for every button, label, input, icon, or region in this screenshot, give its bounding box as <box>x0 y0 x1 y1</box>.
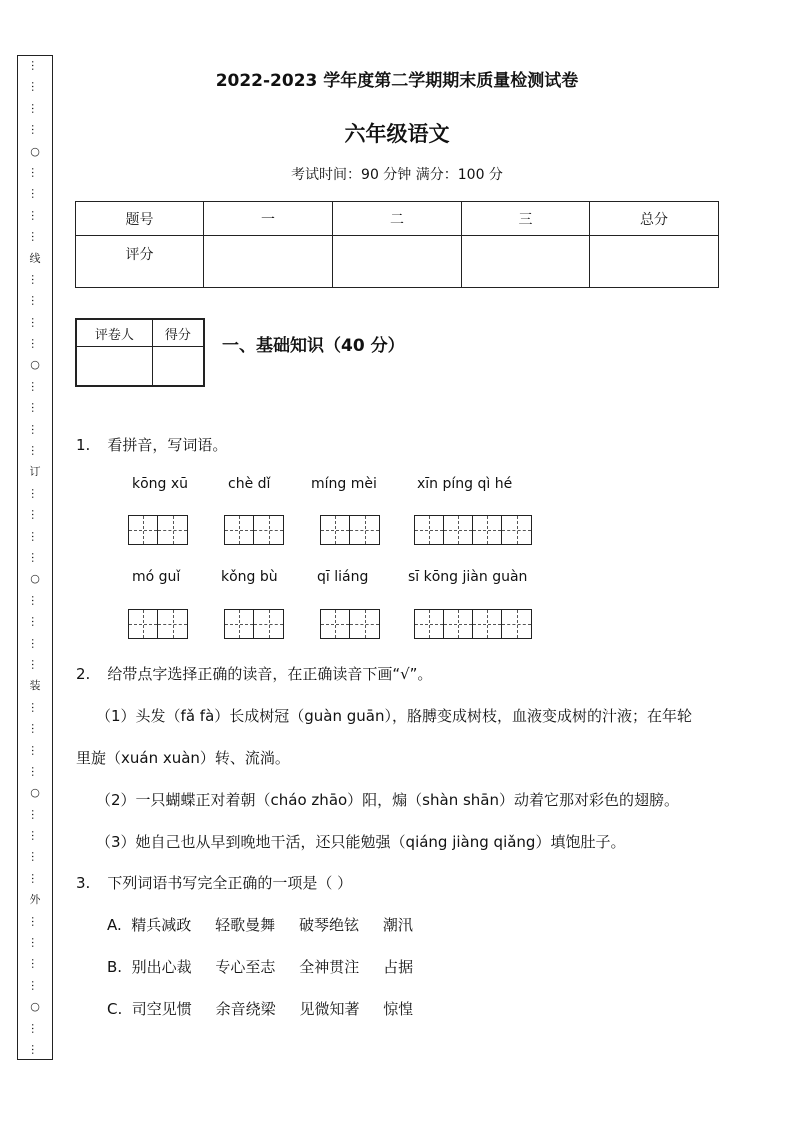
binding-dots: … <box>28 551 42 563</box>
score-header-cell: 一 <box>204 202 333 236</box>
writing-grid[interactable] <box>224 515 284 545</box>
binding-dots: … <box>28 872 42 884</box>
binding-dots: … <box>28 658 42 670</box>
binding-dots: … <box>28 765 42 777</box>
score-header-cell: 总分 <box>589 202 718 236</box>
binding-dots: … <box>28 273 42 285</box>
binding-dots: … <box>28 380 42 392</box>
binding-hole-mark: ○ <box>30 358 40 372</box>
score-header-cell: 题号 <box>76 202 204 236</box>
binding-dots: … <box>28 701 42 713</box>
pinyin-label: kǒng bù <box>221 569 278 585</box>
score-input-cell[interactable] <box>461 236 589 288</box>
binding-dots: … <box>28 445 42 457</box>
binding-dots: … <box>28 1022 42 1034</box>
score-input-cell[interactable] <box>589 236 718 288</box>
question-2 <box>76 663 432 684</box>
binding-dots: … <box>28 81 42 93</box>
score-table-header-row <box>76 202 719 236</box>
question-text: 下列词语书写完全正确的一项是（ ） <box>107 874 353 892</box>
binding-dots: … <box>28 530 42 542</box>
binding-dots: … <box>28 102 42 114</box>
binding-hole-mark: ○ <box>30 786 40 800</box>
binding-dots: … <box>28 295 42 307</box>
grader-input-cell[interactable] <box>76 347 152 387</box>
binding-dots: … <box>28 958 42 970</box>
pinyin-label: sī kōng jiàn guàn <box>408 569 528 585</box>
writing-grid[interactable] <box>414 515 532 545</box>
binding-dots: … <box>28 1043 42 1055</box>
binding-dots: … <box>28 402 42 414</box>
binding-dots: … <box>28 60 42 71</box>
pinyin-label: kōng xū <box>132 476 189 492</box>
grader-label: 评卷人 <box>76 319 152 347</box>
question-3 <box>76 872 352 893</box>
pinyin-label: xīn píng qì hé <box>417 476 513 492</box>
score-header-cell: 二 <box>332 202 461 236</box>
binding-dots: … <box>28 316 42 328</box>
pinyin-label: qī liáng <box>317 569 369 585</box>
binding-dots: … <box>28 979 42 991</box>
binding-dots: … <box>28 166 42 178</box>
binding-dots: … <box>28 744 42 756</box>
grader-box <box>75 318 205 387</box>
binding-label: 线 <box>29 251 41 265</box>
score-input-cell[interactable] <box>332 236 461 288</box>
binding-dots: … <box>28 851 42 863</box>
score-input-cell[interactable] <box>204 236 333 288</box>
binding-dots: … <box>28 188 42 200</box>
binding-dots: … <box>28 487 42 499</box>
grader-score-input-cell[interactable] <box>152 347 204 387</box>
exam-info: 考试时间：90 分钟 满分：100 分 <box>291 167 503 183</box>
binding-dots: … <box>28 723 42 735</box>
q2-item-1: （1）头发（fǎ fà）长成树冠（guàn guān），胳膊变成树枝，血液变成树的汁液；在年轮 <box>96 707 692 725</box>
binding-dots: … <box>28 616 42 628</box>
binding-dots: … <box>28 937 42 949</box>
binding-hole-mark: ○ <box>30 572 40 586</box>
writing-grid[interactable] <box>128 515 188 545</box>
binding-dots: … <box>28 423 42 435</box>
binding-hole-mark: ○ <box>30 1000 40 1014</box>
q2-item-1-cont: 里旋（xuán xuàn）转、流淌。 <box>76 749 290 767</box>
writing-grid[interactable] <box>224 609 284 639</box>
exam-subtitle: 六年级语文 <box>344 122 450 146</box>
binding-dots: … <box>28 338 42 350</box>
binding-dots: … <box>28 509 42 521</box>
section-title: 一、基础知识（40 分） <box>222 336 405 356</box>
score-header-cell: 三 <box>461 202 589 236</box>
q2-item-2: （2）一只蝴蝶正对着朝（cháo zhāo）阳，煽（shàn shān）动着它那对彩色的翅膀。 <box>96 791 679 809</box>
question-number: 1. <box>76 436 91 454</box>
binding-label: 外 <box>29 893 41 907</box>
option-c[interactable]: C. 司空见惯 余音绕梁 见微知著 惊惶 <box>107 1000 414 1018</box>
writing-grid[interactable] <box>320 609 380 639</box>
option-a[interactable]: A. 精兵减政 轻歌曼舞 破琴绝铉 潮汛 <box>107 916 413 934</box>
writing-grid[interactable] <box>414 609 532 639</box>
binding-hole-mark: ○ <box>30 144 40 158</box>
question-1 <box>76 434 227 455</box>
binding-label: 装 <box>29 679 41 693</box>
binding-dots: … <box>28 808 42 820</box>
score-row-label: 评分 <box>76 236 204 288</box>
grader-score-label: 得分 <box>152 319 204 347</box>
option-b[interactable]: B. 别出心裁 专心至志 全神贯注 占据 <box>107 958 414 976</box>
writing-grid[interactable] <box>320 515 380 545</box>
binding-dots: … <box>28 915 42 927</box>
binding-dots: … <box>28 231 42 243</box>
binding-dots: … <box>28 594 42 606</box>
binding-label: 订 <box>29 465 41 479</box>
question-text: 给带点字选择正确的读音，在正确读音下画“√”。 <box>107 665 433 683</box>
exam-title: 2022-2023 学年度第二学期期末质量检测试卷 <box>215 71 579 91</box>
question-number: 3. <box>76 874 91 892</box>
binding-dots: … <box>28 124 42 136</box>
writing-grid[interactable] <box>128 609 188 639</box>
pinyin-label: chè dǐ <box>228 476 271 492</box>
score-table <box>75 201 719 288</box>
binding-dots: … <box>28 637 42 649</box>
score-table-score-row <box>76 236 719 288</box>
binding-marks <box>18 60 52 1055</box>
q2-item-3: （3）她自己也从早到晚地干活，还只能勉强（qiáng jiàng qiǎng）填饱肚子。 <box>96 833 626 851</box>
pinyin-label: míng mèi <box>311 476 377 492</box>
question-number: 2. <box>76 665 91 683</box>
binding-dots: … <box>28 209 42 221</box>
binding-dots: … <box>28 830 42 842</box>
binding-line-margin <box>17 55 53 1060</box>
pinyin-label: mó guǐ <box>132 569 181 585</box>
question-text: 看拼音，写词语。 <box>107 436 228 454</box>
